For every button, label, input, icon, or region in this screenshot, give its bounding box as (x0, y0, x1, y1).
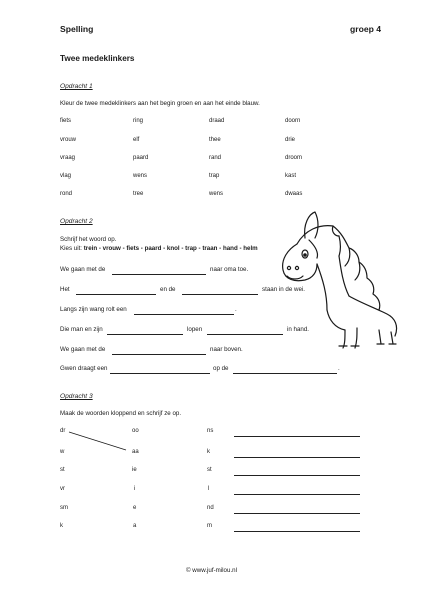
word-cell: wens (209, 191, 224, 197)
letter-middle: e (133, 505, 137, 511)
answer-blank[interactable] (234, 436, 360, 437)
word-cell: vraag (60, 155, 76, 161)
exercise3-heading: Opdracht 3 (60, 393, 93, 400)
sentence-text: Gwen draagt een (60, 365, 108, 372)
sentence-text: We gaan met de (60, 266, 106, 273)
word-cell: paard (133, 155, 149, 161)
word-cell: doorn (285, 118, 301, 124)
letter-end: nd (207, 505, 214, 511)
word-cell: kast (285, 173, 297, 179)
word-cell: tree (133, 191, 144, 197)
word-cell: droom (285, 155, 303, 161)
word-cell: vrouw (60, 137, 77, 143)
exercise2-heading: Opdracht 2 (60, 218, 93, 225)
letter-middle: i (134, 486, 136, 492)
word-cell: trap (209, 173, 220, 179)
letter-end: l (208, 486, 210, 492)
worksheet-subtitle: Twee medeklinkers (60, 54, 135, 63)
letter-start: w (60, 449, 65, 455)
word-cell: elf (133, 137, 140, 143)
letter-middle: ie (132, 467, 137, 473)
worksheet-title: Spelling (60, 24, 94, 34)
word-cell: rond (60, 191, 73, 197)
sentence-text: . (338, 365, 340, 372)
answer-blank[interactable] (234, 531, 360, 532)
exercise1-heading: Opdracht 1 (60, 83, 93, 90)
letter-start: st (60, 467, 65, 473)
word-cell: wens (133, 173, 148, 179)
choose-prefix: Kies uit: (60, 245, 84, 252)
word-cell: fiets (60, 118, 72, 124)
sentence-text: . (235, 306, 237, 313)
word-cell: vlag (60, 173, 72, 179)
letter-end: st (207, 467, 212, 473)
answer-blank[interactable] (234, 457, 360, 458)
answer-blank[interactable] (234, 475, 360, 476)
group-label: groep 4 (350, 24, 382, 34)
letter-end: m (207, 523, 212, 529)
letter-end: k (207, 449, 210, 455)
sentence-text: naar oma toe. (210, 266, 249, 273)
letter-start: vr (60, 486, 65, 492)
exercise3-instruction: Maak de woorden kloppend en schrijf ze op. (60, 410, 182, 417)
letter-start: dr (60, 428, 66, 434)
letter-middle: a (133, 523, 137, 529)
footer-credit: © www.juf-milou.nl (186, 567, 237, 574)
letter-end: ns (207, 428, 214, 434)
sentence-text: op de (213, 365, 229, 372)
exercise2-instruction: Schrijf het woord op. (60, 236, 117, 243)
sentence-text: Het (60, 286, 70, 293)
sentence-text: We gaan met de (60, 346, 106, 353)
word-cell: dwaas (285, 191, 303, 197)
sentence-text: in hand. (287, 326, 310, 333)
choose-words: trein - vrouw - fiets - paard - knol - trap - traan - hand - helm (83, 245, 258, 252)
sentence-text: staan in de wei. (262, 286, 305, 293)
answer-blank[interactable] (234, 513, 360, 514)
exercise1-instruction: Kleur de twee medeklinkers aan het begin groen en aan het einde blauw. (60, 100, 260, 107)
word-cell: thee (209, 137, 221, 143)
sentence-text: en de (160, 286, 176, 293)
word-cell: drie (285, 137, 296, 143)
letter-start: k (60, 523, 63, 529)
word-cell: ring (133, 118, 144, 124)
letter-start: sm (60, 505, 68, 511)
sentence-text: naar boven. (210, 346, 243, 353)
answer-blank[interactable] (234, 494, 360, 495)
sentence-text: lopen (187, 326, 203, 333)
sentence-text: Die man en zijn (60, 326, 103, 333)
word-cell: draad (209, 118, 225, 124)
sentence-text: Langs zijn wang rolt een (60, 306, 127, 313)
letter-middle: oo (132, 428, 139, 434)
word-cell: rand (209, 155, 222, 161)
letter-middle: aa (132, 449, 139, 455)
